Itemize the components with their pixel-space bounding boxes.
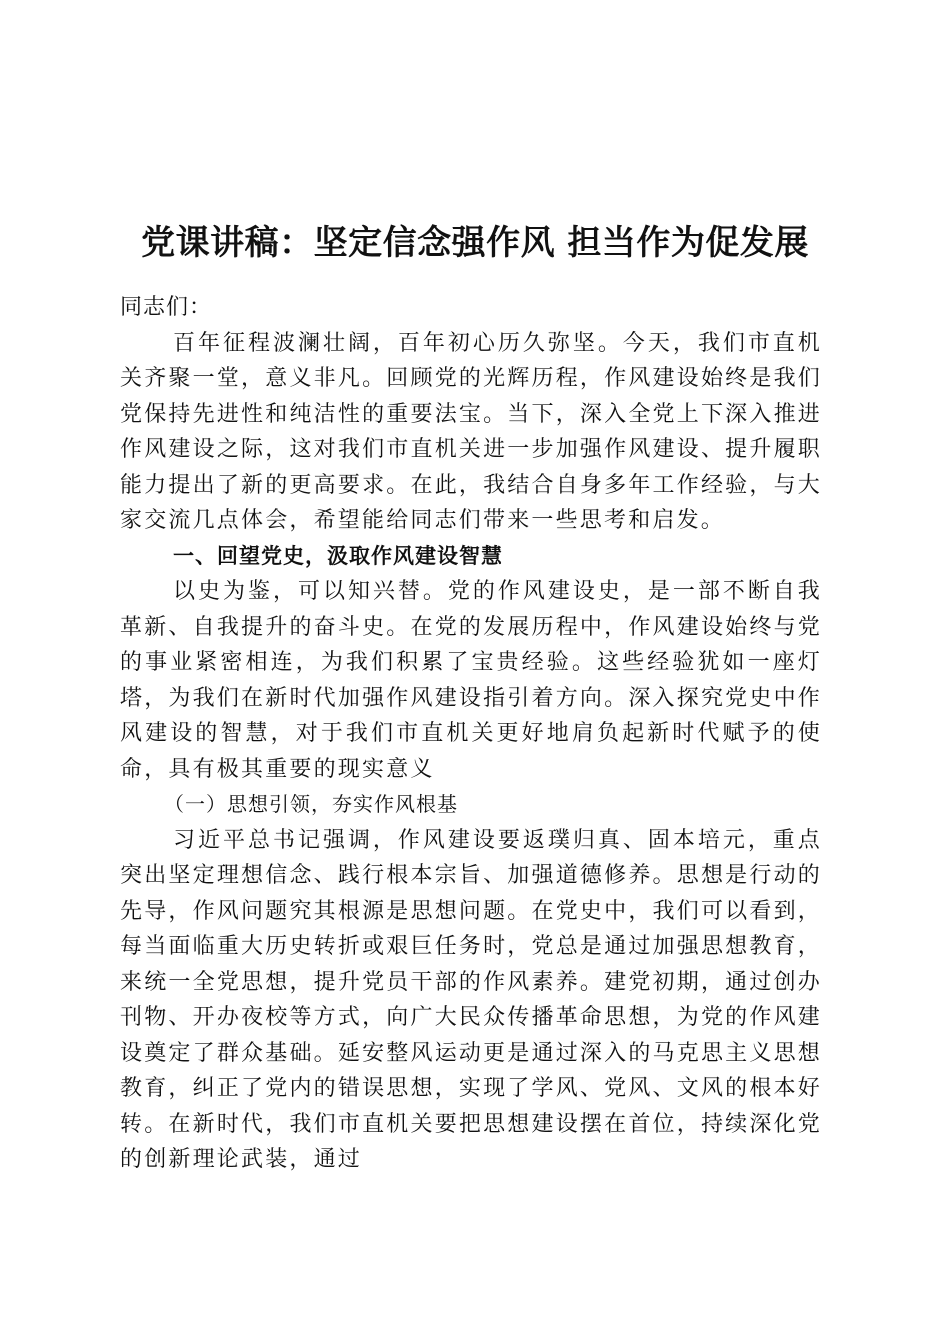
- document-body: [120, 290, 822, 1178]
- intro-paragraph: 百年征程波澜壮阔，百年初心历久弥坚。今天，我们市直机关齐聚一堂，意义非凡。回顾党的光辉历程，作风建设始终是我们党保持先进性和纯洁性的重要法宝。当下，深入全党上下深入推进作风建设之际，这对我们市直机关进一步加强作风建设、提升履职能力提出了新的更高要求。在此，我结合自身多年工作经验，与大家交流几点体会，希望能给同志们带来一些思考和启发。: [120, 330, 822, 533]
- subsection-heading: （一）思想引领，夯实作风根基: [164, 792, 458, 816]
- subsection-paragraph: 习近平总书记强调，作风建设要返璞归真、固本培元，重点突出坚定理想信念、践行根本宗旨、加强道德修养。思想是行动的先导，作风问题究其根源是思想问题。在党史中，我们可以看到，每当面临重大历史转折或艰巨任务时，党总是通过加强思想教育，来统一全党思想，提升党员干部的作风素养。建党初期，通过创办刊物、开办夜校等方式，向广大民众传播革命思想，为党的作风建设奠定了群众基础。延安整风运动更是通过深入的马克思主义思想教育，纠正了党内的错误思想，实现了学风、党风、文风的根本好转。在新时代，我们市直机关要把思想建设摆在首位，持续深化党的创新理论武装，通过: [120, 827, 822, 1172]
- section-heading: 一、回望党史，汲取作风建设智慧: [173, 543, 503, 568]
- greeting: 同志们：: [120, 295, 213, 320]
- section-paragraph: 以史为鉴，可以知兴替。党的作风建设史，是一部不断自我革新、自我提升的奋斗史。在党的发展历程中，作风建设始终与党的事业紧密相连，为我们积累了宝贵经验。这些经验犹如一座灯塔，为我们在新时代加强作风建设指引着方向。深入探究党史中作风建设的智慧，对于我们市直机关更好地肩负起新时代赋予的使命，具有极其重要的现实意义: [120, 579, 822, 782]
- page-title: 党课讲稿：坚定信念强作风 担当作为促发展: [141, 222, 809, 263]
